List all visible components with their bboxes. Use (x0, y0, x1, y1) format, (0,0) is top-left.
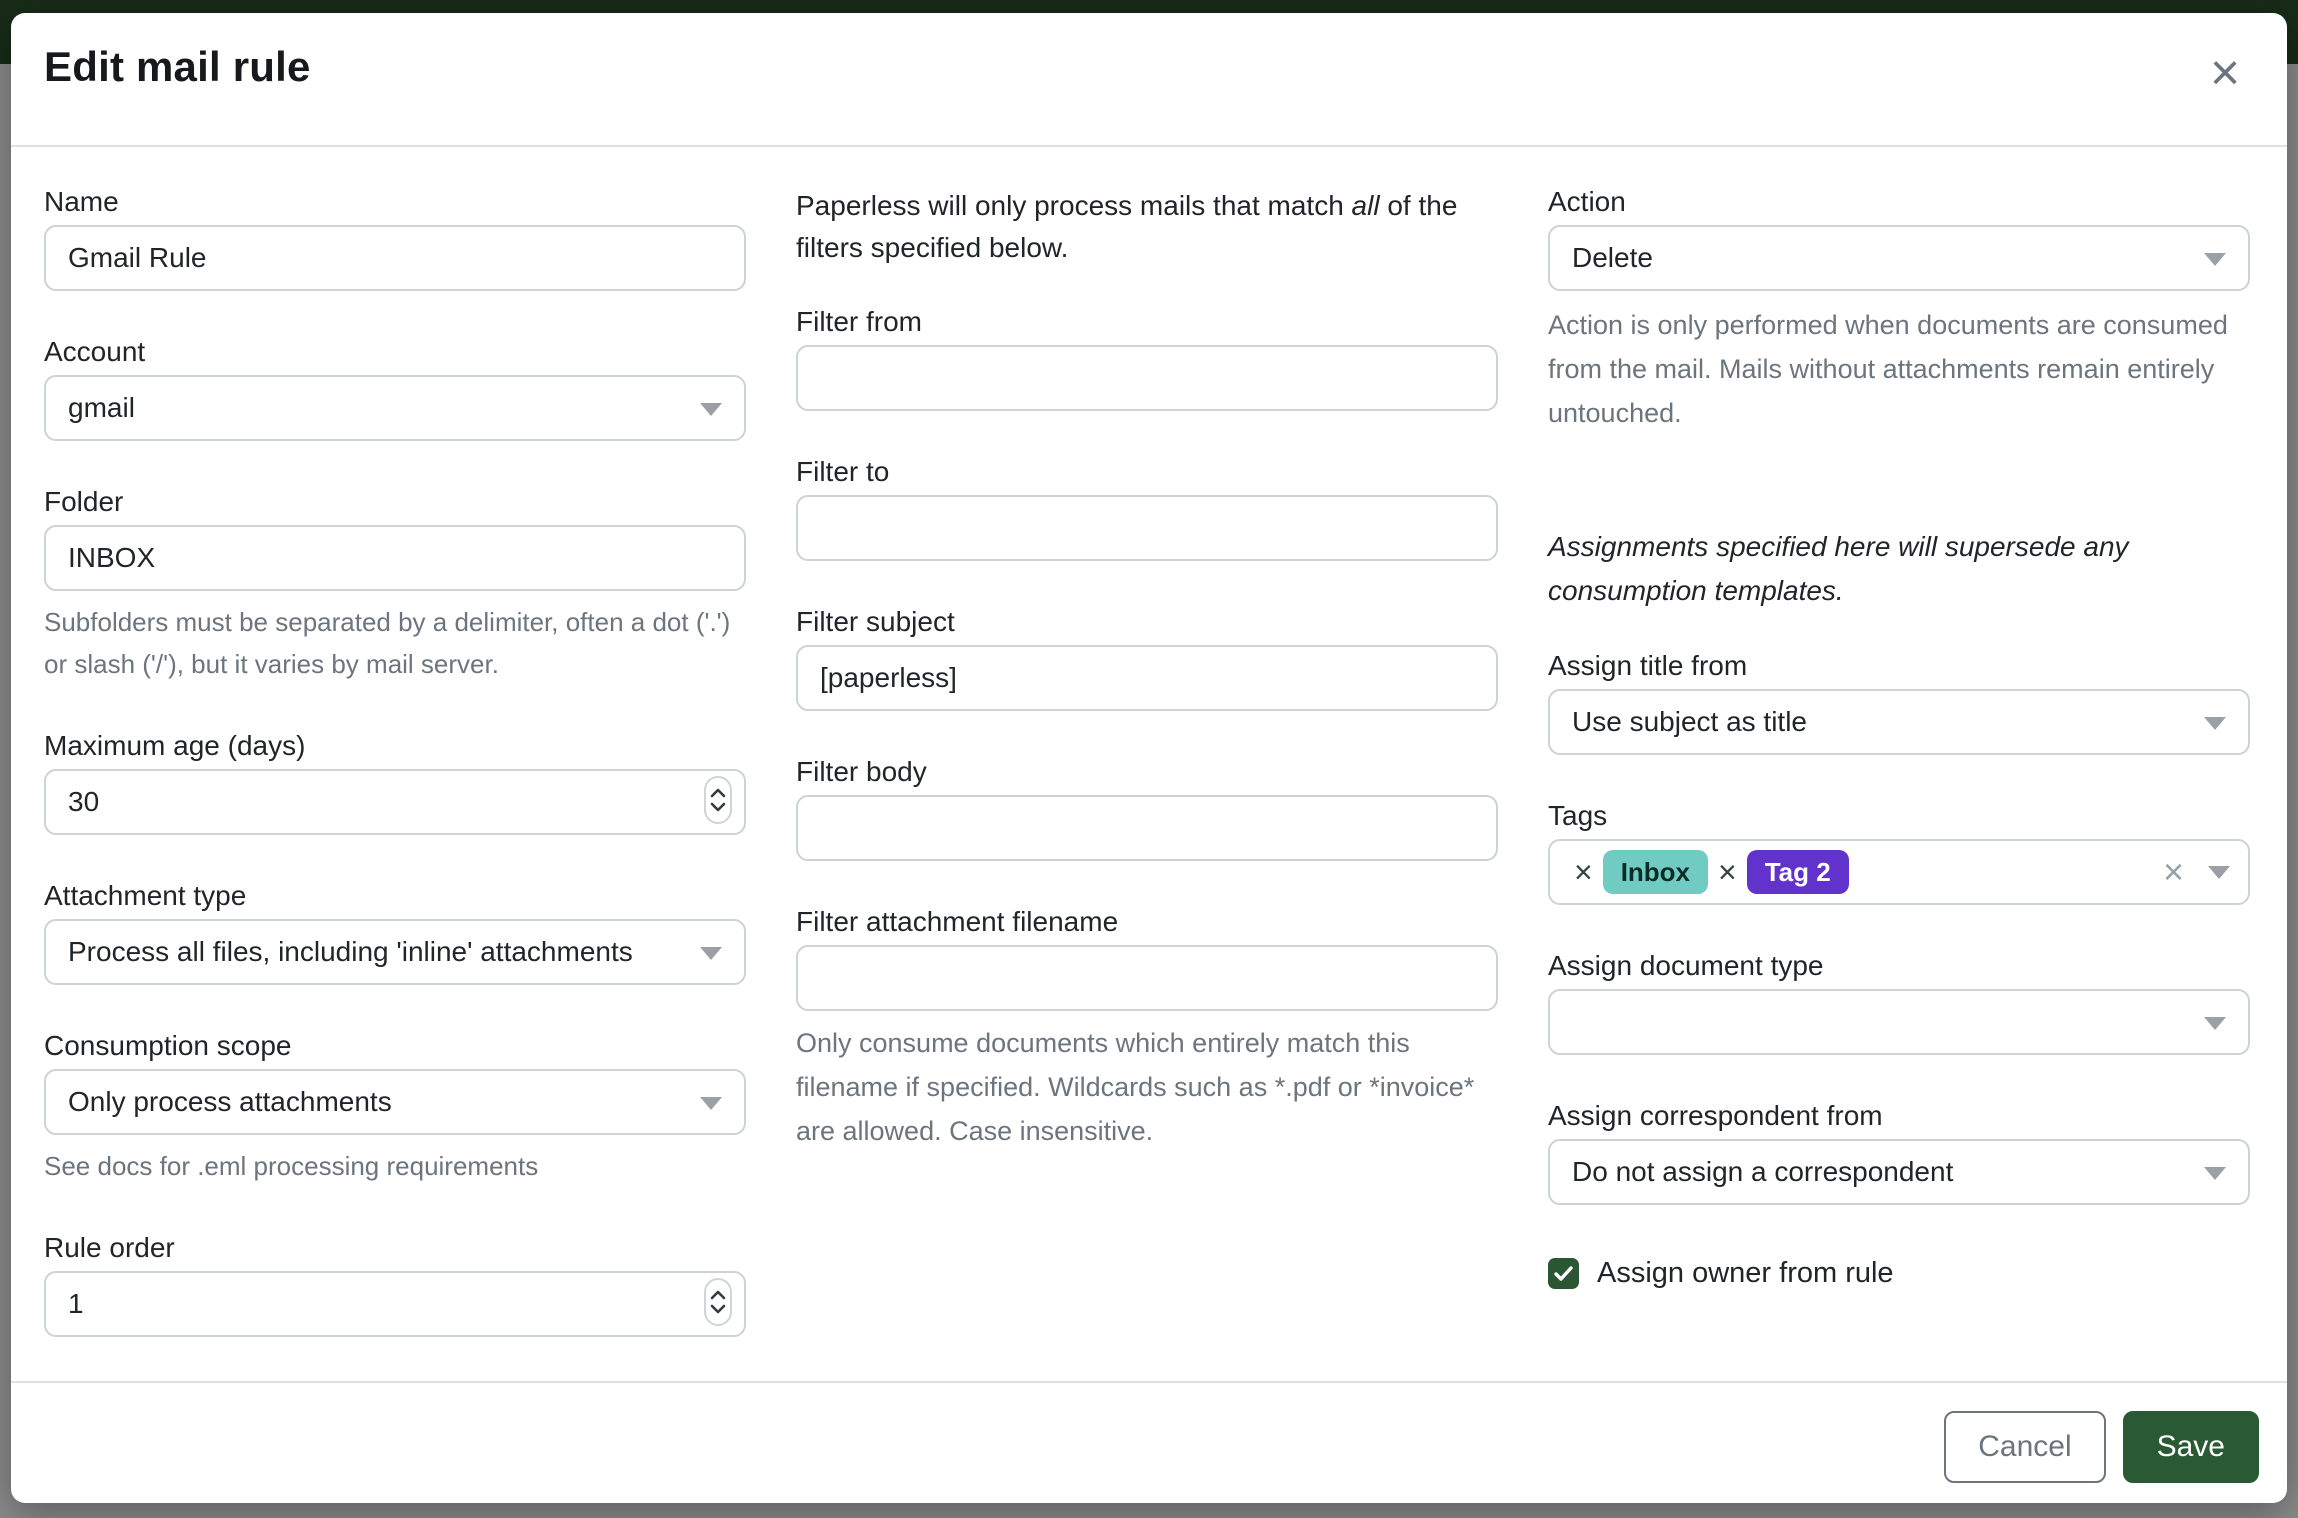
filter-filename-field-group (796, 905, 1498, 1153)
max-age-field-group (44, 729, 746, 835)
consumption-scope-field-group (44, 1029, 746, 1187)
account-select[interactable] (44, 375, 746, 441)
name-input[interactable] (44, 225, 746, 291)
tags-label: Tags (1548, 800, 1608, 831)
consumption-scope-label: Consumption scope (44, 1030, 292, 1061)
attachment-type-label: Attachment type (44, 880, 247, 911)
filters-intro-text (796, 185, 1498, 269)
rule-order-label: Rule order (44, 1232, 175, 1263)
tag-pill-inbox: Inbox (1603, 850, 1708, 894)
consumption-scope-selected-value: Only process attachments (68, 1086, 392, 1117)
tag-pill-tag2: Tag 2 (1747, 850, 1849, 894)
assign-title-select[interactable] (1548, 689, 2250, 755)
chevron-down-icon (2204, 1017, 2226, 1030)
cancel-button[interactable]: Cancel (1944, 1411, 2105, 1483)
filter-from-input[interactable] (796, 345, 1498, 411)
rule-order-field-group (44, 1231, 746, 1337)
column-action-assignments (1548, 185, 2250, 1381)
assign-correspondent-field-group (1548, 1099, 2250, 1205)
chevron-down-icon (2204, 717, 2226, 730)
number-stepper[interactable] (704, 776, 732, 824)
action-selected-value: Delete (1572, 242, 1653, 273)
chevron-down-icon (700, 403, 722, 416)
filter-from-label: Filter from (796, 306, 922, 337)
chevron-down-icon (2204, 253, 2226, 266)
consumption-scope-select[interactable] (44, 1069, 746, 1135)
filter-to-input[interactable] (796, 495, 1498, 561)
close-icon[interactable]: × (2199, 47, 2251, 99)
attachment-type-field-group (44, 879, 746, 985)
filter-filename-input[interactable] (796, 945, 1498, 1011)
filters-intro-emphasis: all (1351, 190, 1380, 221)
tags-field-controls (2163, 841, 2230, 903)
assign-doctype-field-group (1548, 949, 2250, 1055)
filter-body-label: Filter body (796, 756, 927, 787)
column-filters (796, 185, 1498, 1381)
tags-field-group (1548, 799, 2250, 905)
dialog-header (11, 13, 2287, 147)
name-label: Name (44, 186, 119, 217)
dialog-footer (11, 1381, 2287, 1517)
folder-input[interactable] (44, 525, 746, 591)
filter-filename-label: Filter attachment filename (796, 906, 1119, 937)
filter-body-field-group (796, 755, 1498, 861)
account-selected-value: gmail (68, 392, 135, 423)
filter-subject-input[interactable] (796, 645, 1498, 711)
filter-from-field-group (796, 305, 1498, 411)
chevron-down-icon (700, 1097, 722, 1110)
account-label: Account (44, 336, 146, 367)
assign-owner-row (1548, 1257, 2250, 1290)
assign-title-field-group (1548, 649, 2250, 755)
assign-doctype-select[interactable] (1548, 989, 2250, 1055)
action-help-text: Action is only performed when documents are consumed from the mail. Mails without attachments remain entirely untouched. (1548, 310, 2228, 428)
tags-multiselect[interactable] (1548, 839, 2250, 905)
remove-tag-icon[interactable]: × (1574, 854, 1593, 890)
assign-owner-checkbox[interactable] (1548, 1258, 1579, 1289)
assign-correspondent-select[interactable] (1548, 1139, 2250, 1205)
assign-owner-label: Assign owner from rule (1597, 1257, 1894, 1289)
column-general (44, 185, 746, 1381)
attachment-type-select[interactable] (44, 919, 746, 985)
chevron-down-icon (700, 947, 722, 960)
number-stepper[interactable] (704, 1278, 732, 1326)
chevron-down-icon (2204, 1167, 2226, 1180)
rule-order-input[interactable] (44, 1271, 746, 1337)
filter-subject-label: Filter subject (796, 606, 955, 637)
filters-intro-part2: of the filters specified below. (796, 190, 1458, 263)
action-field-group (1548, 185, 2250, 435)
consumption-scope-help-text: See docs for .eml processing requirements (44, 1151, 539, 1181)
filter-filename-help-text: Only consume documents which entirely match this filename if specified. Wildcards such as *.pdf or *invoice* are allowed. Case insensitive. (796, 1028, 1475, 1146)
max-age-label: Maximum age (days) (44, 730, 306, 761)
check-icon (1554, 1266, 1573, 1281)
save-button[interactable]: Save (2123, 1411, 2259, 1483)
max-age-input[interactable] (44, 769, 746, 835)
name-field-group (44, 185, 746, 291)
filters-intro-part1: Paperless will only process mails that match (796, 190, 1352, 221)
filter-to-label: Filter to (796, 456, 890, 487)
dialog-title: Edit mail rule (44, 43, 311, 90)
assign-correspondent-selected-value: Do not assign a correspondent (1572, 1156, 1954, 1187)
assign-title-label: Assign title from (1548, 650, 1748, 681)
filter-subject-field-group (796, 605, 1498, 711)
action-label: Action (1548, 186, 1626, 217)
folder-label: Folder (44, 486, 124, 517)
assign-title-selected-value: Use subject as title (1572, 706, 1807, 737)
assign-doctype-label: Assign document type (1548, 950, 1824, 981)
assignments-note: Assignments specified here will supersede any consumption templates. (1548, 531, 2129, 606)
dialog-body (11, 147, 2287, 1381)
account-field-group (44, 335, 746, 441)
assign-correspondent-label: Assign correspondent from (1548, 1100, 1883, 1131)
clear-all-tags-icon[interactable]: × (2162, 851, 2184, 892)
action-select[interactable] (1548, 225, 2250, 291)
remove-tag-icon[interactable]: × (1718, 854, 1737, 890)
attachment-type-selected-value: Process all files, including 'inline' attachments (68, 936, 633, 967)
chevron-down-icon[interactable] (2208, 866, 2230, 879)
filter-to-field-group (796, 455, 1498, 561)
edit-mail-rule-dialog (11, 13, 2287, 1503)
folder-help-text: Subfolders must be separated by a delimiter, often a dot ('.') or slash ('/'), but it varies by mail server. (44, 607, 731, 679)
filter-body-input[interactable] (796, 795, 1498, 861)
folder-field-group (44, 485, 746, 685)
